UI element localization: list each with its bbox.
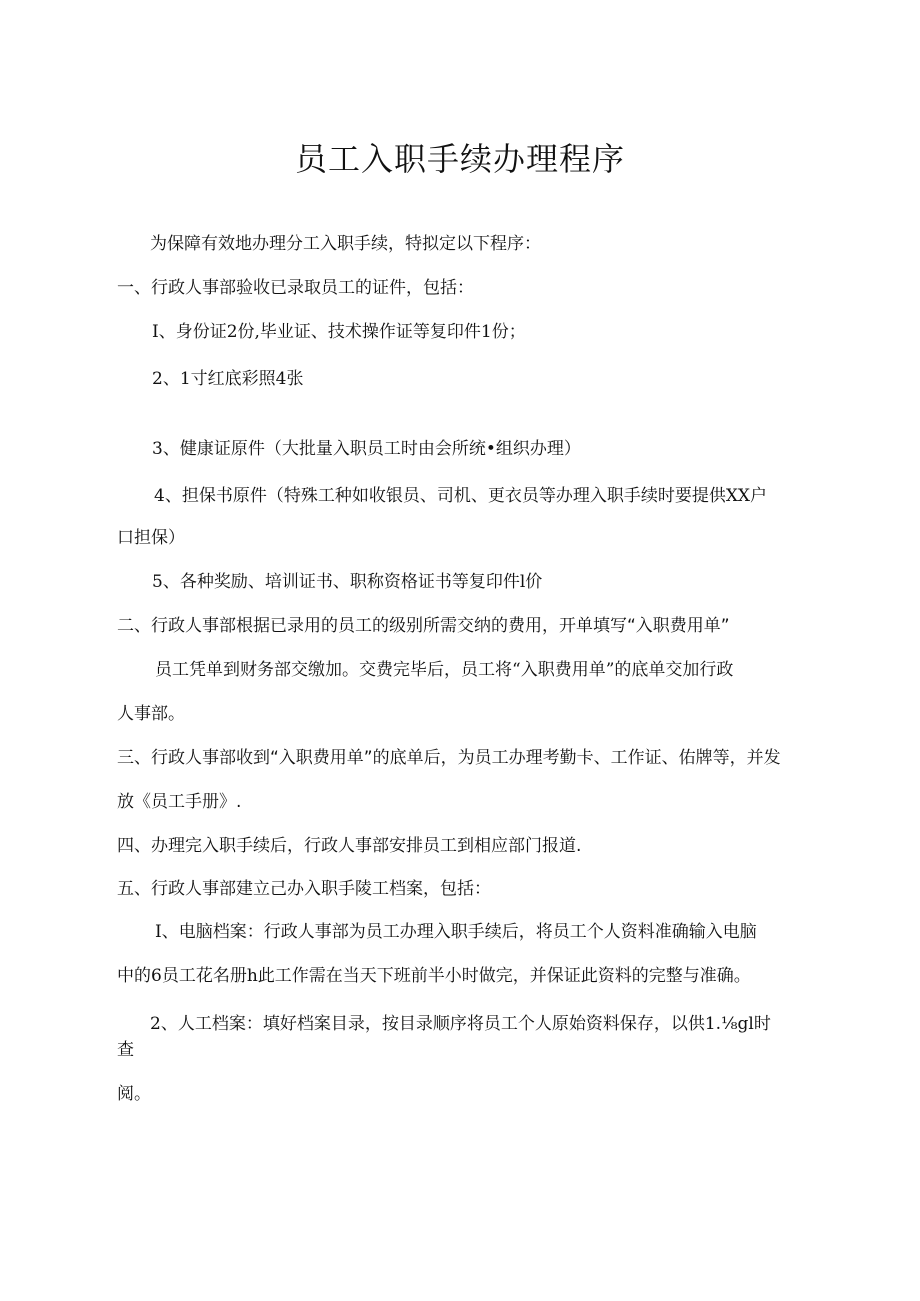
section-3-line-1: 三、行政人事部收到“入职费用单”的底单后，为员工办理考勤卡、工作证、佑牌等，并发 — [117, 748, 781, 768]
section-5-line-2: 中的6员工花名册h此工作需在当天下班前半小时做完，并保证此资料的完整与准确。 — [117, 966, 751, 986]
section-1-item-3: 3、健康证原件（大批量入职员工时由会所统•组织办理） — [152, 439, 581, 459]
section-1-item-2: 2、1寸红底彩照4张 — [152, 369, 304, 389]
section-2-heading: 二、行政人事部根据已录用的员工的级别所需交纳的费用，开单填写“入职费用单” — [117, 616, 730, 636]
section-2-body-line-2: 人事部。 — [117, 704, 185, 724]
page-title: 员工入职手续办理程序 — [294, 140, 625, 178]
section-5-line-3: 2、人工档案：填好档案目录，按目录顺序将员工个人原始资料保存，以供1.⅛gl时 — [150, 1014, 771, 1034]
section-1-heading: 一、行政人事部验收已录取员工的证件，包括： — [117, 278, 474, 298]
section-1-item-5: 5、各种奖励、培训证书、职称资格证书等复印件l价 — [152, 572, 543, 592]
section-1-item-4: 4、担保书原件（特殊工种如收银员、司机、更衣员等办理入职手续时要提供XX户 — [154, 486, 768, 506]
section-4-heading: 四、办理完入职手续后，行政人事部安排员工到相应部门报道. — [117, 836, 582, 856]
section-5-line-4: 阅。 — [117, 1084, 151, 1104]
section-3-line-2: 放《员工手册》. — [117, 792, 242, 812]
intro-paragraph: 为保障有效地办理分工入职手续，特拟定以下程序： — [150, 234, 541, 254]
section-5-line-1: I、电脑档案：行政人事部为员工办理入职手续后，将员工个人资料准确输入电脑 — [155, 922, 757, 942]
section-1-item-1: I、身份证2份,毕业证、技术操作证等复印件1份； — [152, 322, 526, 342]
section-1-item-4-continued: 口担保） — [117, 528, 185, 548]
section-5-heading: 五、行政人事部建立己办入职手陵工档案，包括： — [117, 879, 491, 899]
section-5-line-3-continued: 查 — [117, 1040, 134, 1060]
section-2-body-line-1: 员工凭单到财务部交缴加。交费完毕后，员工将“入职费用单”的底单交加行政 — [155, 660, 734, 680]
